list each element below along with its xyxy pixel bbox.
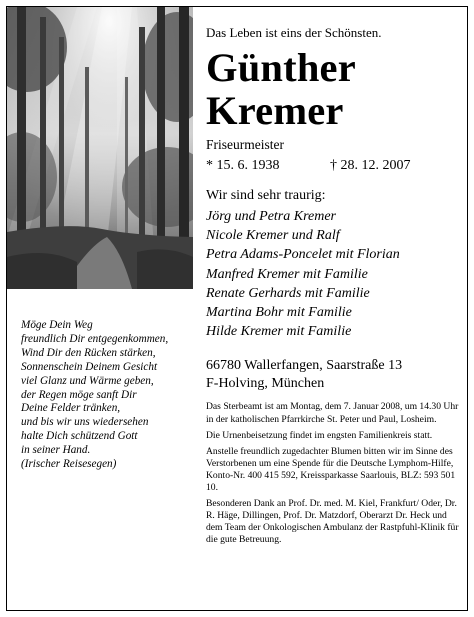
mourner-item: Manfred Kremer mit Familie (206, 266, 368, 282)
forest-photo (7, 7, 193, 289)
tagline: Das Leben ist eins der Schönsten. (206, 25, 382, 40)
mourner-item: Hilde Kremer mit Familie (206, 324, 352, 340)
address-block (206, 357, 464, 393)
poem-line: Möge Dein Weg (21, 319, 93, 331)
poem-line: Deine Felder tränken, (21, 402, 121, 415)
notes-block (206, 401, 464, 546)
poem-line: Wind Dir den Rücken stärken, (21, 346, 156, 359)
mourner-item: Petra Adams-Poncelet mit Florian (206, 247, 400, 263)
mourner-item: Nicole Kremer und Ralf (206, 228, 340, 244)
mourner-item: Martina Bohr mit Familie (206, 305, 352, 321)
poem-line: und bis wir uns wiedersehen (21, 416, 149, 429)
thanks-note: Besonderen Dank an Prof. Dr. med. M. Kiel, Frankfurt/ Oder, Dr. R. Häge, Dillingen, Prof. Dr. Matzdorf, Oberarzt Dr. Heck und dem Team der Onkologischen Ambulanz der Rastpfuhl-Klinik für die gute Betreuung. (206, 498, 459, 546)
death-date: † 28. 12. 2007 (330, 158, 411, 173)
sunlit-forest-photo-icon (7, 7, 193, 289)
poem-line: der Regen möge sanft Dir (21, 388, 137, 401)
address-line: 66780 Wallerfangen, Saarstraße 13 (206, 358, 403, 374)
address-line: F-Holving, München (206, 376, 325, 392)
mourner-item: Jörg und Petra Kremer (206, 209, 336, 224)
birth-date: * 15. 6. 1938 (206, 158, 280, 173)
main-column (206, 25, 464, 550)
deceased-last-name: Kremer (206, 88, 344, 133)
mourners-intro: Wir sind sehr traurig: (206, 188, 326, 203)
obituary-card (6, 6, 468, 611)
irish-blessing-poem (7, 289, 197, 472)
poem-line: in seiner Hand. (21, 444, 91, 457)
profession: Friseurmeister (206, 137, 284, 152)
urn-burial-note: Die Urnenbeisetzung findet im engsten Familienkreis statt. (206, 429, 433, 441)
poem-source: (Irischer Reisesegen) (21, 458, 117, 471)
deceased-first-name: Günther (206, 45, 356, 90)
poem-line: Sonnenschein Deinem Gesicht (21, 360, 158, 373)
poem-line: freundlich Dir entgegenkommen, (21, 332, 169, 345)
poem-line: halte Dich schützend Gott (21, 430, 138, 443)
poem-column (7, 289, 197, 472)
mourner-item: Renate Gerhards mit Familie (206, 285, 370, 301)
donation-note: Anstelle freundlich zugedachter Blumen bitten wir im Sinne des Verstorbenen um eine Spende für die Deutsche Lymphom-Hilfe, Konto-Nr. 400 415 592, Kreissparkasse Saarlouis, BLZ: 593 501 10. (206, 445, 456, 493)
funeral-service-note: Das Sterbeamt ist am Montag, dem 7. Januar 2008, um 14.30 Uhr in der katholischen Pfarrkirche St. Peter und Paul, Losheim. (206, 401, 459, 425)
mourners-list (206, 207, 464, 341)
life-dates (206, 157, 464, 175)
poem-line: viel Glanz und Wärme geben, (21, 374, 154, 387)
